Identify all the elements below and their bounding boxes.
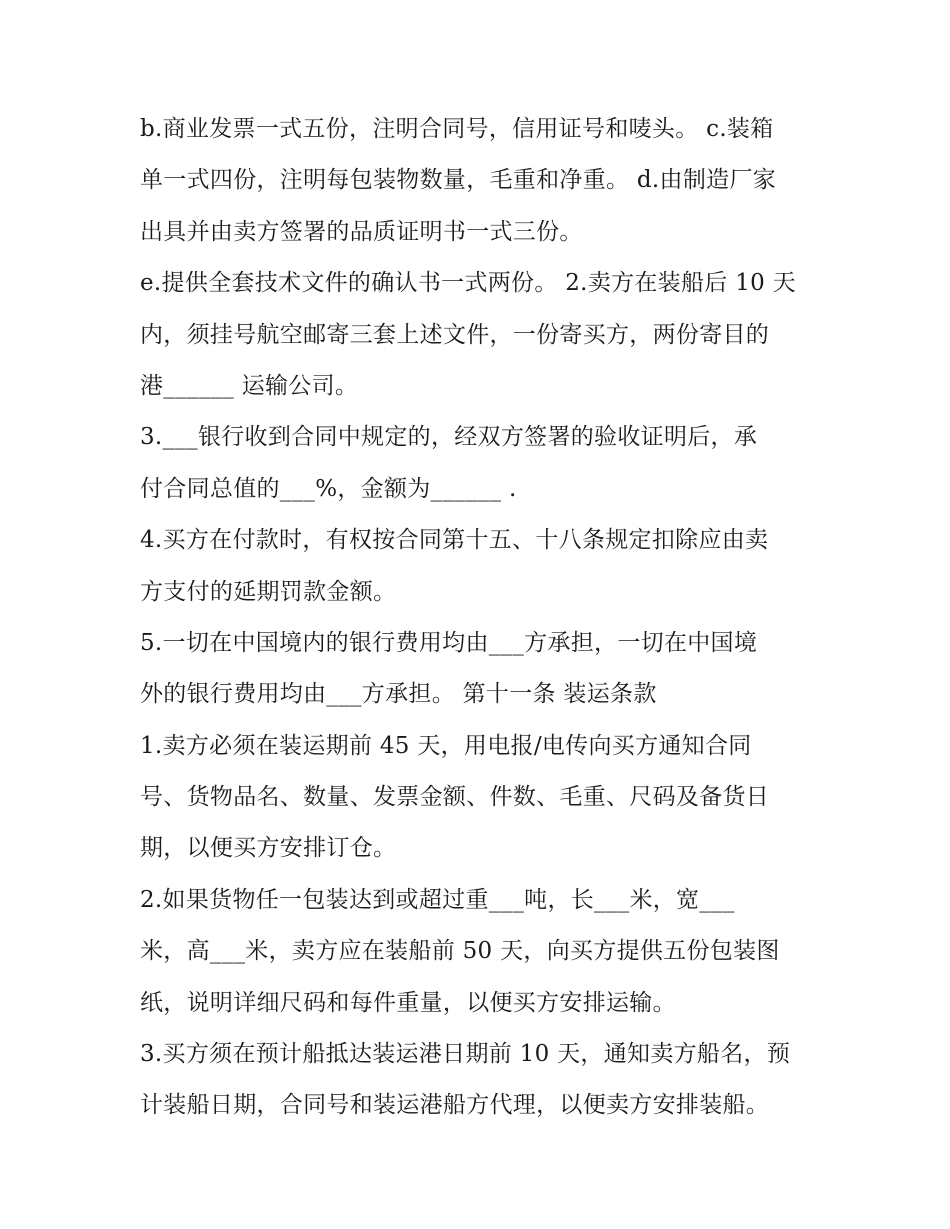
text-line: 3.买方须在预计船抵达装运港日期前 10 天，通知卖方船名，预 — [140, 1041, 791, 1068]
text-line: 4.买方在付款时，有权按合同第十五、十八条规定扣除应由卖 — [140, 527, 769, 554]
text-line: 内，须挂号航空邮寄三套上述文件，一份寄买方，两份寄目的 — [140, 321, 770, 348]
text-line: 方支付的延期罚款金额。 — [140, 578, 397, 605]
text-line: e.提供全套技术文件的确认书一式两份。 2.卖方在装船后 10 天 — [140, 270, 796, 297]
text-line: 计装船日期，合同号和装运港船方代理，以便卖方安排装船。 — [140, 1092, 770, 1119]
text-line: b.商业发票一式五份，注明合同号，信用证号和唛头。 c.装箱 — [140, 116, 774, 142]
contract-text-body — [140, 104, 820, 1132]
text-line: 付合同总值的___%，金额为______ . — [140, 475, 517, 502]
text-line: 港______ 运输公司。 — [140, 372, 359, 399]
text-line: 米，高___米，卖方应在装船前 50 天，向买方提供五份包装图 — [140, 938, 780, 965]
text-line: 2.如果货物任一包装达到或超过重___吨，长___米，宽___ — [140, 886, 735, 913]
text-line: 3.___银行收到合同中规定的，经双方签署的验收证明后，承 — [140, 424, 758, 451]
text-line: 1.卖方必须在装运期前 45 天，用电报/电传向买方通知合同 — [140, 732, 752, 759]
text-line: 出具并由卖方签署的品质证明书一式三份。 — [140, 218, 583, 245]
text-line: 外的银行费用均由___方承担。 第十一条 装运条款 — [140, 681, 657, 708]
text-line: 5.一切在中国境内的银行费用均由___方承担，一切在中国境 — [140, 629, 758, 656]
text-line: 单一式四份，注明每包装物数量，毛重和净重。 d.由制造厂家 — [140, 167, 777, 194]
text-line: 期，以便买方安排订仓。 — [140, 835, 397, 862]
text-line: 号、货物品名、数量、发票金额、件数、毛重、尺码及备货日 — [140, 784, 770, 811]
text-line: 纸，说明详细尺码和每件重量，以便买方安排运输。 — [140, 989, 676, 1016]
